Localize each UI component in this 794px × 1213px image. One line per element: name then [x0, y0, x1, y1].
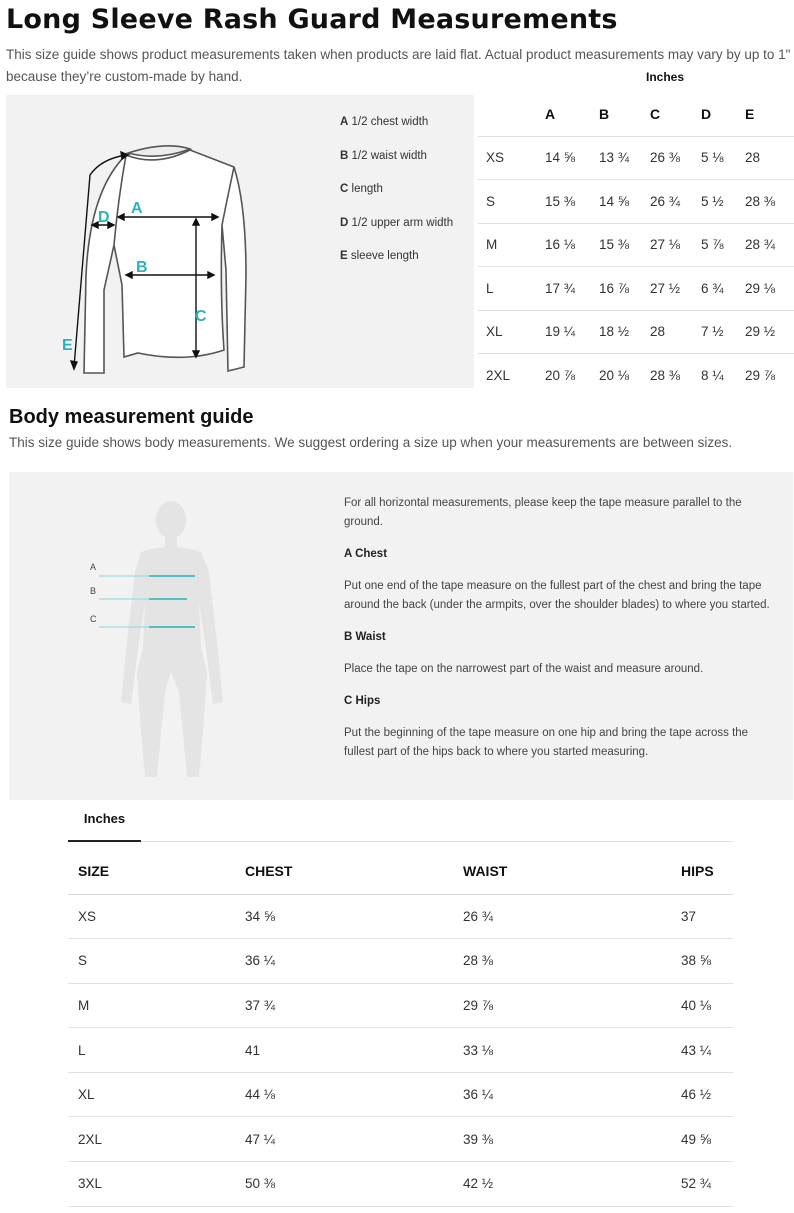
size-cell: S [478, 180, 545, 224]
size-cell: 2XL [478, 354, 545, 398]
value-cell: 28 [745, 136, 794, 180]
value-cell: 20 ⅞ [545, 354, 599, 398]
figure-label-a: A [90, 562, 97, 572]
tab-divider [68, 841, 733, 842]
value-cell: 14 ⅝ [599, 180, 650, 224]
header-cell: D [701, 105, 712, 122]
chest-cell: 37 ¾ [245, 983, 463, 1028]
value-cell: 28 ⅜ [650, 354, 701, 398]
value-cell: 27 ⅛ [650, 223, 701, 267]
hips-cell: 38 ⅝ [681, 939, 733, 984]
table-row [68, 1072, 733, 1117]
value-cell: 15 ⅜ [599, 223, 650, 267]
waist-cell: 26 ¾ [463, 894, 681, 939]
figure-label-c: C [90, 614, 97, 624]
waist-cell: 39 ⅜ [463, 1117, 681, 1162]
chest-cell: 50 ⅜ [245, 1162, 463, 1207]
size-cell: L [478, 267, 545, 311]
legend-item-e: E sleeve length [340, 250, 419, 262]
value-cell: 16 ⅛ [545, 223, 599, 267]
waist-cell: 33 ⅛ [463, 1028, 681, 1073]
table-row [478, 354, 794, 398]
size-cell: XL [478, 310, 545, 354]
waist-cell: 28 ⅜ [463, 939, 681, 984]
waist-cell: 29 ⅞ [463, 983, 681, 1028]
garment-size-table [478, 92, 794, 397]
value-cell: 28 ¾ [745, 223, 794, 267]
page-title: Long Sleeve Rash Guard Measurements [6, 4, 618, 35]
table-row [478, 310, 794, 354]
header-cell: A [545, 105, 556, 122]
waist-text: Place the tape on the narrowest part of the waist and measure around. [344, 663, 704, 675]
header-cell: B [599, 105, 610, 122]
table-row [478, 136, 794, 180]
value-cell: 14 ⅝ [545, 136, 599, 180]
size-cell: XS [478, 136, 545, 180]
table-row [68, 1028, 733, 1073]
size-cell: M [478, 223, 545, 267]
value-cell: 8 ¼ [701, 354, 745, 398]
tab-inches[interactable]: Inches [68, 810, 141, 842]
label-d: D [98, 209, 110, 226]
value-cell: 28 [650, 310, 701, 354]
table-row [478, 223, 794, 267]
header-hips: HIPS [681, 849, 733, 894]
table-row [68, 894, 733, 939]
intro-text: This size guide shows product measurements taken when products are laid flat. Actual product measurements may vary by up to 1" because they’re custom-made by hand. [6, 47, 791, 84]
header-chest: CHEST [245, 849, 463, 894]
table-row [68, 939, 733, 984]
table-header-row [478, 92, 794, 136]
hips-cell: 49 ⅝ [681, 1117, 733, 1162]
table-row [478, 267, 794, 311]
legend-item-a: A 1/2 chest width [340, 116, 429, 128]
size-cell: XS [68, 894, 245, 939]
header-cell: E [745, 105, 755, 122]
value-cell: 5 ⅞ [701, 223, 745, 267]
garment-unit-label: Inches [646, 70, 685, 84]
value-cell: 15 ⅜ [545, 180, 599, 224]
figure-label-b: B [90, 586, 97, 596]
label-c: C [195, 308, 207, 325]
hips-cell: 37 [681, 894, 733, 939]
chest-cell: 34 ⅝ [245, 894, 463, 939]
table-row [68, 1117, 733, 1162]
value-cell: 28 ⅜ [745, 180, 794, 224]
hips-text: Put the beginning of the tape measure on one hip and bring the tape across the fullest part of the hips back to where you started measuring. [344, 727, 749, 758]
value-cell: 17 ¾ [545, 267, 599, 311]
value-cell: 5 ⅛ [701, 136, 745, 180]
body-guide-intro: This size guide shows body measurements. We suggest ordering a size up when your measurements are between sizes. [9, 435, 733, 450]
value-cell: 18 ½ [599, 310, 650, 354]
header-size: SIZE [68, 849, 245, 894]
legend-item-b: B 1/2 waist width [340, 149, 427, 162]
value-cell: 5 ½ [701, 180, 745, 224]
guide-note: For all horizontal measurements, please keep the tape measure parallel to the ground. [344, 497, 742, 528]
value-cell: 19 ¼ [545, 310, 599, 354]
hips-heading: C Hips [344, 695, 381, 707]
shirt-outline [84, 146, 246, 373]
chest-cell: 44 ⅛ [245, 1072, 463, 1117]
label-a: A [131, 200, 143, 217]
hips-cell: 46 ½ [681, 1072, 733, 1117]
hips-cell: 52 ¾ [681, 1162, 733, 1207]
chest-cell: 36 ¼ [245, 939, 463, 984]
value-cell: 26 ¾ [650, 180, 701, 224]
measurement-instructions [344, 494, 776, 775]
size-cell: L [68, 1028, 245, 1073]
value-cell: 29 ⅛ [745, 267, 794, 311]
value-cell: 29 ⅞ [745, 354, 794, 398]
hips-cell: 43 ¼ [681, 1028, 733, 1073]
table-header-row [68, 849, 733, 894]
size-cell: M [68, 983, 245, 1028]
table-row [478, 180, 794, 224]
measurement-legend [340, 116, 453, 284]
size-cell: S [68, 939, 245, 984]
label-b: B [136, 259, 148, 276]
waist-cell: 42 ½ [463, 1162, 681, 1207]
silhouette [121, 501, 223, 777]
hips-cell: 40 ⅛ [681, 983, 733, 1028]
size-cell: 3XL [68, 1162, 245, 1207]
header-cell [478, 92, 545, 136]
body-figure [9, 472, 329, 800]
body-size-table [68, 849, 733, 1207]
chest-cell: 41 [245, 1028, 463, 1073]
value-cell: 27 ½ [650, 267, 701, 311]
header-waist: WAIST [463, 849, 681, 894]
value-cell: 26 ⅜ [650, 136, 701, 180]
value-cell: 16 ⅞ [599, 267, 650, 311]
size-cell: 2XL [68, 1117, 245, 1162]
figure-labels [90, 562, 97, 624]
chest-heading: A Chest [344, 548, 388, 560]
value-cell: 29 ½ [745, 310, 794, 354]
value-cell: 13 ¾ [599, 136, 650, 180]
waist-heading: B Waist [344, 631, 386, 643]
label-e: E [62, 337, 73, 354]
legend-item-d: D 1/2 upper arm width [340, 216, 454, 229]
body-guide-heading: Body measurement guide [9, 406, 254, 428]
table-row [68, 983, 733, 1028]
chest-text: Put one end of the tape measure on the fullest part of the chest and bring the tape around the back (under the armpits, over the shoulder blades) to where you started. [344, 580, 770, 611]
value-cell: 7 ½ [701, 310, 745, 354]
header-cell: C [650, 105, 661, 122]
waist-cell: 36 ¼ [463, 1072, 681, 1117]
chest-cell: 47 ¼ [245, 1117, 463, 1162]
value-cell: 20 ⅛ [599, 354, 650, 398]
legend-item-c: C length [340, 183, 383, 195]
size-cell: XL [68, 1072, 245, 1117]
table-row [68, 1162, 733, 1207]
value-cell: 6 ¾ [701, 267, 745, 311]
